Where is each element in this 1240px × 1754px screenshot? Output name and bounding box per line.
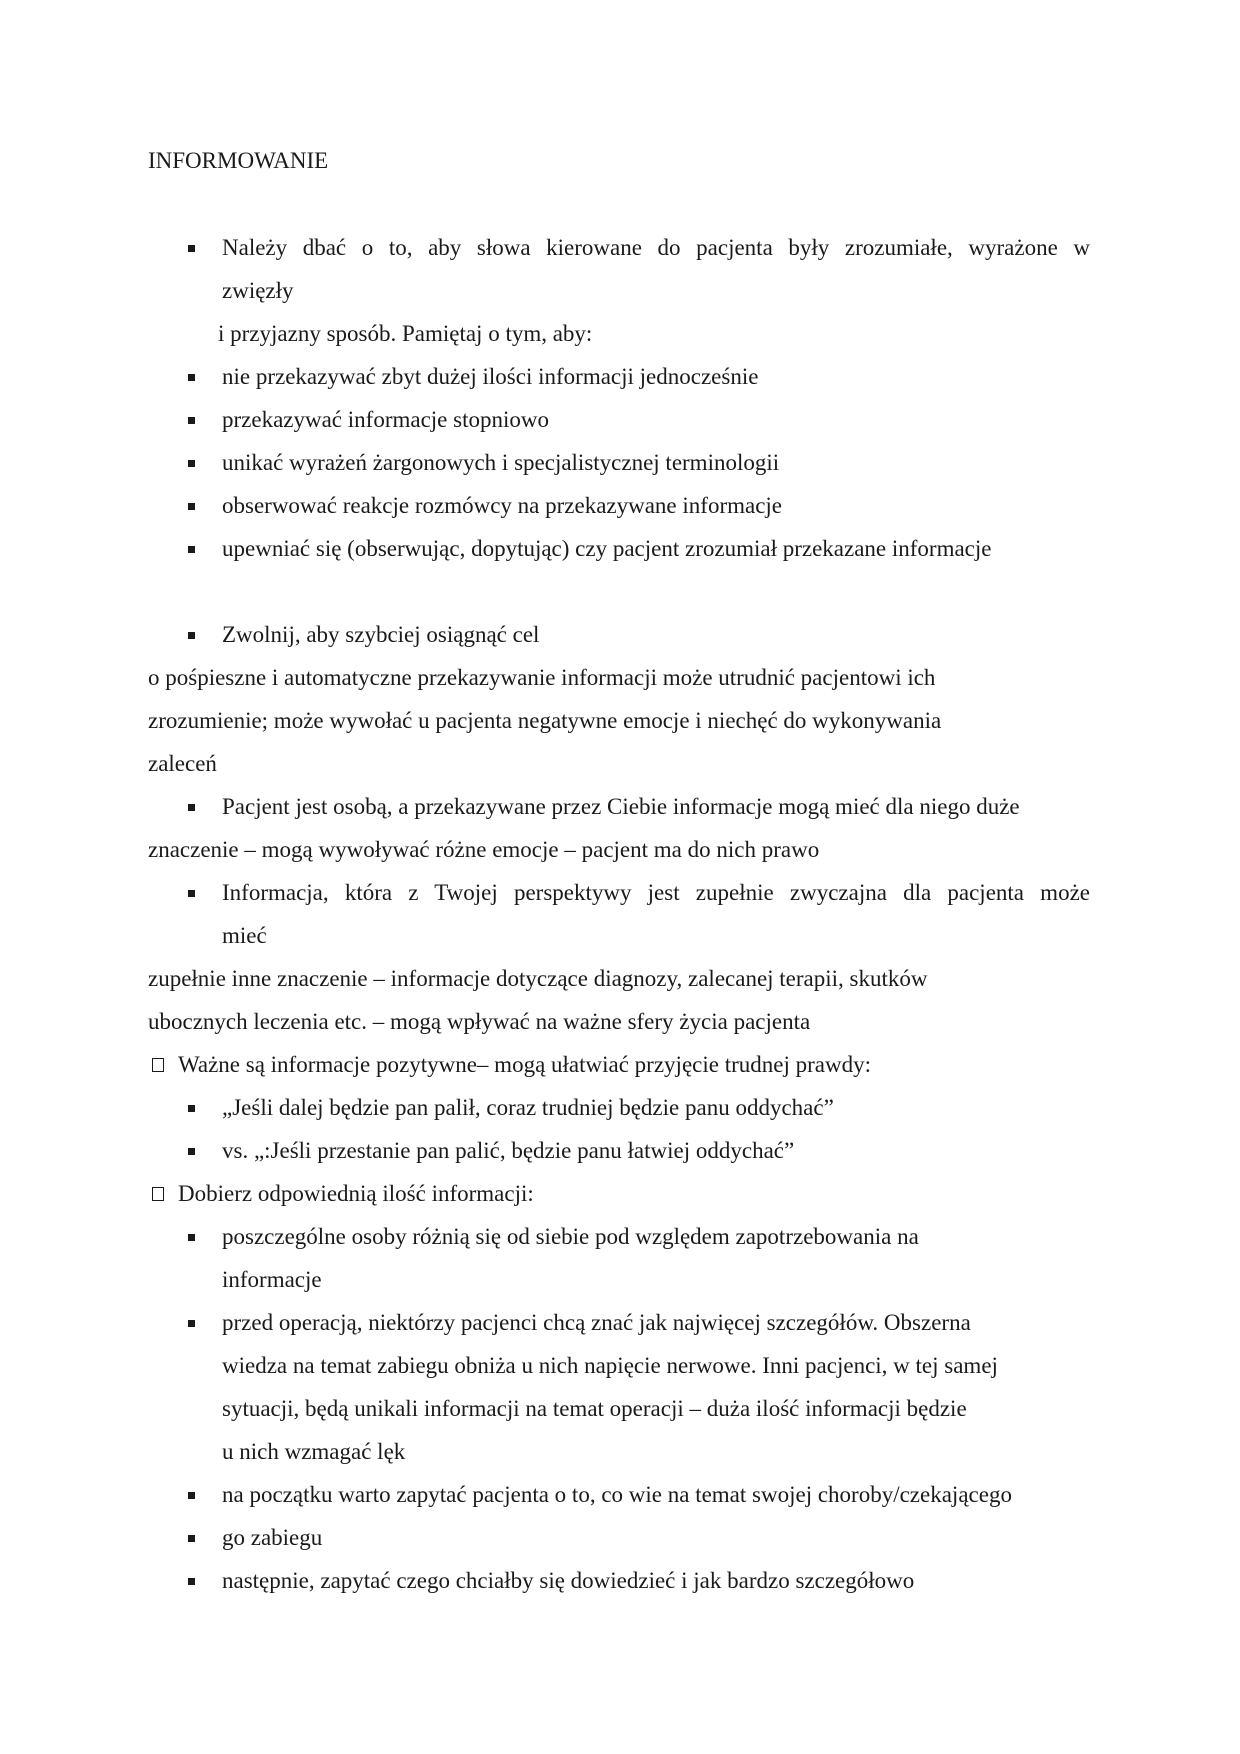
bullet-icon bbox=[188, 890, 195, 897]
text-line: u nich wzmagać lęk bbox=[222, 1439, 406, 1464]
section-heading: Dobierz odpowiednią ilość informacji: bbox=[178, 1181, 534, 1206]
list-item: przed operacją, niektórzy pacjenci chcą znać jak najwięcej szczegółów. Obszerna bbox=[222, 1310, 971, 1335]
bullet-icon bbox=[188, 460, 195, 467]
paragraph-line: zaleceń bbox=[148, 751, 217, 776]
bullet-icon bbox=[188, 503, 195, 510]
list-item: go zabiegu bbox=[222, 1525, 323, 1550]
bullet-icon bbox=[188, 1148, 195, 1155]
bullet-icon bbox=[188, 632, 195, 639]
text-line: informacje bbox=[222, 1267, 322, 1292]
checkbox-icon bbox=[152, 1187, 164, 1201]
text-line: sytuacji, będą unikali informacji na temat operacji – duża ilość informacji będzie bbox=[222, 1396, 967, 1421]
paragraph-line: o pośpieszne i automatyczne przekazywanie informacji może utrudnić pacjentowi ich bbox=[148, 665, 936, 690]
list-item: vs. „:Jeśli przestanie pan palić, będzie panu łatwiej oddychać” bbox=[222, 1138, 795, 1163]
bullet-icon bbox=[188, 1492, 195, 1499]
bullet-icon bbox=[188, 417, 195, 424]
list-item: następnie, zapytać czego chciałby się dowiedzieć i jak bardzo szczegółowo bbox=[222, 1568, 915, 1593]
list-item: „Jeśli dalej będzie pan palił, coraz trudniej będzie panu oddychać” bbox=[222, 1095, 834, 1120]
list-item: przekazywać informacje stopniowo bbox=[222, 407, 549, 432]
list-item: poszczególne osoby różnią się od siebie pod względem zapotrzebowania na bbox=[222, 1224, 919, 1249]
bullet-icon bbox=[188, 804, 195, 811]
list-item: Pacjent jest osobą, a przekazywane przez Ciebie informacje mogą mieć dla niego duże bbox=[222, 794, 1020, 819]
bullet-icon bbox=[188, 374, 195, 381]
list-item: Informacja, która z Twojej perspektywy jest zupełnie zwyczajna dla pacjenta może bbox=[222, 880, 1090, 905]
list-item: obserwować reakcje rozmówcy na przekazywane informacje bbox=[222, 493, 783, 518]
paragraph-line: zupełnie inne znaczenie – informacje dotyczące diagnozy, zalecanej terapii, skutków bbox=[148, 966, 928, 991]
document-title: INFORMOWANIE bbox=[148, 148, 329, 173]
list-item: Zwolnij, aby szybciej osiągnąć cel bbox=[222, 622, 540, 647]
section-heading: Ważne są informacje pozytywne– mogą ułatwiać przyjęcie trudnej prawdy: bbox=[178, 1052, 871, 1077]
text-line: Należy dbać o to, aby słowa kierowane do pacjenta były zrozumiałe, wyrażone w bbox=[222, 235, 1090, 260]
list-item: nie przekazywać zbyt dużej ilości informacji jednocześnie bbox=[222, 364, 759, 389]
bullet-icon bbox=[188, 546, 195, 553]
bullet-icon bbox=[188, 1320, 195, 1327]
text-line: i przyjazny sposób. Pamiętaj o tym, aby: bbox=[218, 321, 593, 346]
list-item: upewniać się (obserwując, dopytując) czy pacjent zrozumiał przekazane informacje bbox=[222, 536, 992, 561]
list-item: unikać wyrażeń żargonowych i specjalistycznej terminologii bbox=[222, 450, 780, 475]
bullet-icon bbox=[188, 1234, 195, 1241]
paragraph-line: zrozumienie; może wywołać u pacjenta negatywne emocje i niechęć do wykonywania bbox=[148, 708, 942, 733]
text-line: wiedza na temat zabiegu obniża u nich napięcie nerwowe. Inni pacjenci, w tej samej bbox=[222, 1353, 998, 1378]
paragraph-line: ubocznych leczenia etc. – mogą wpływać na ważne sfery życia pacjenta bbox=[148, 1009, 811, 1034]
text-line: zwięzły bbox=[222, 278, 294, 303]
list-item: na początku warto zapytać pacjenta o to, co wie na temat swojej choroby/czekającego bbox=[222, 1482, 1012, 1507]
bullet-icon bbox=[188, 1535, 195, 1542]
bullet-icon bbox=[188, 1578, 195, 1585]
bullet-icon bbox=[188, 1105, 195, 1112]
bullet-icon bbox=[188, 245, 195, 252]
text-line: mieć bbox=[222, 923, 267, 948]
paragraph-line: znaczenie – mogą wywoływać różne emocje – pacjent ma do nich prawo bbox=[148, 837, 820, 862]
checkbox-icon bbox=[152, 1058, 164, 1072]
